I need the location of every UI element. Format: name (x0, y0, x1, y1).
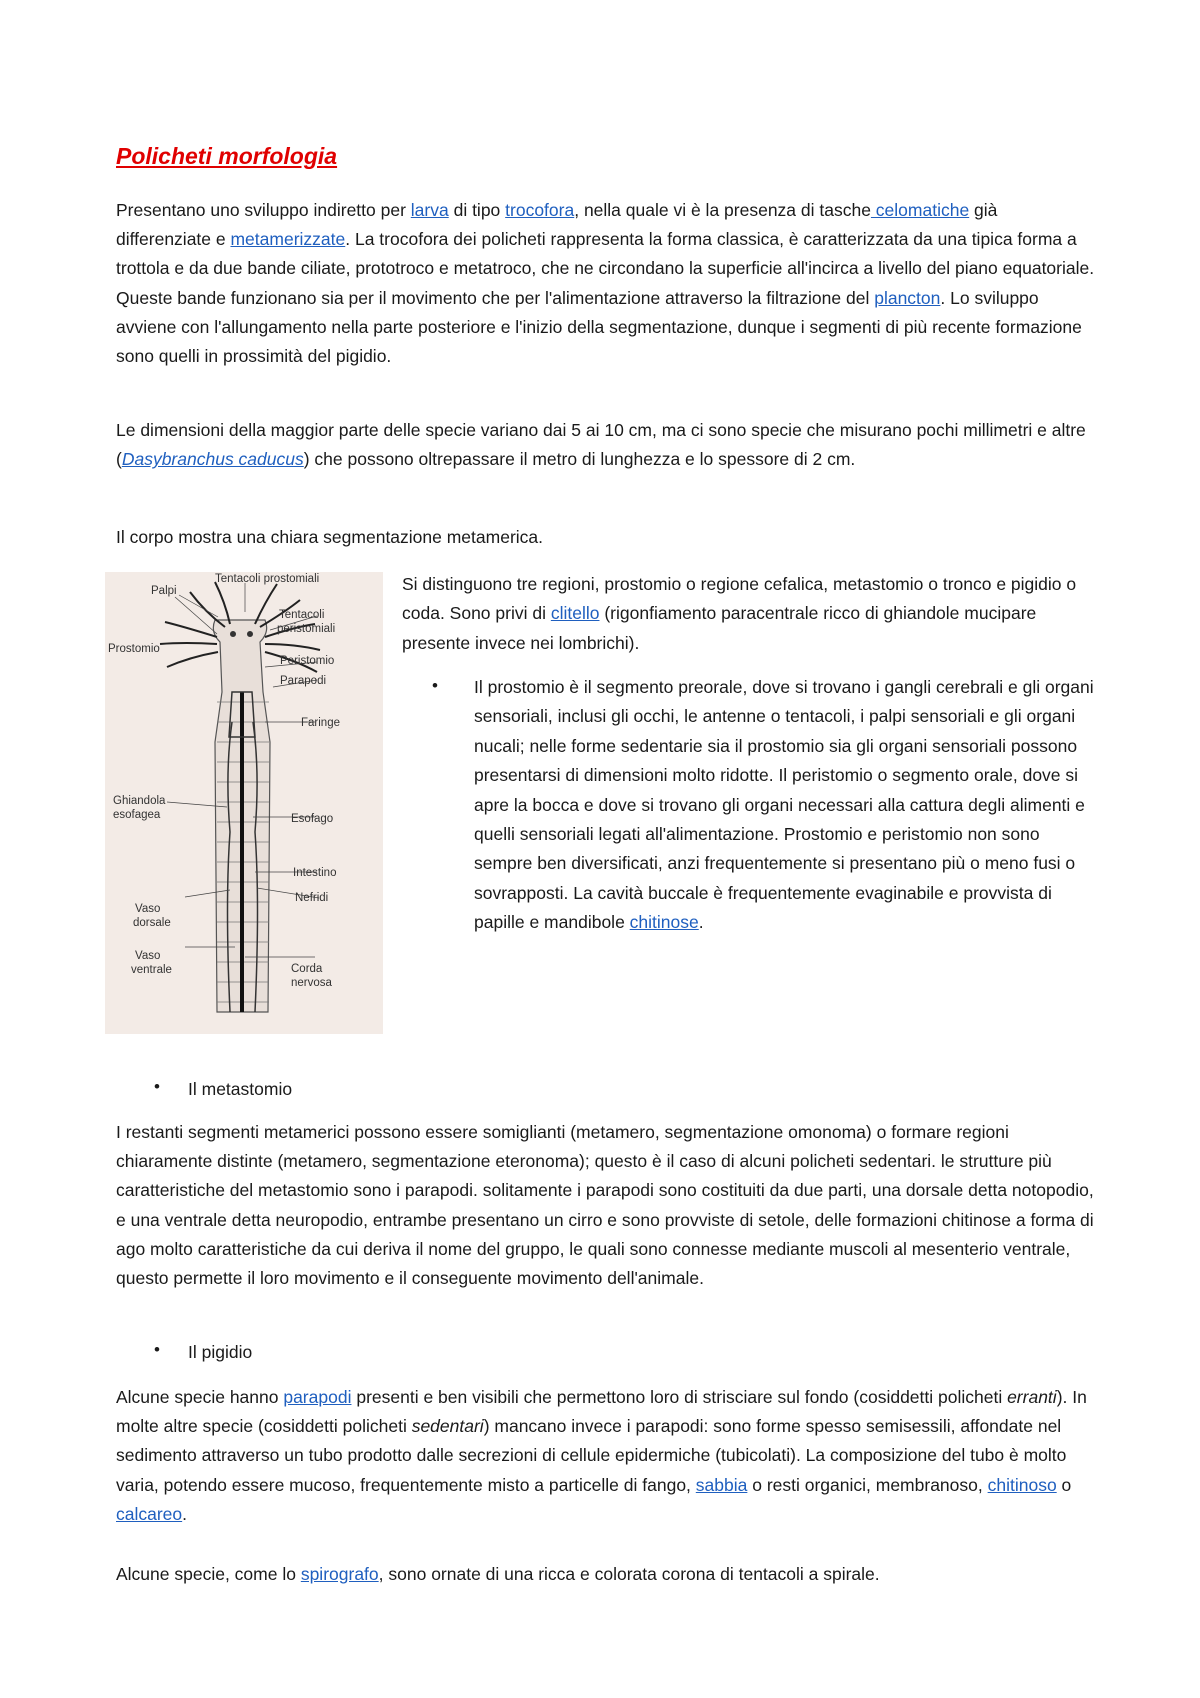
label-tentacoli-prostomiali: Tentacoli prostomiali (215, 573, 320, 585)
text: o (1056, 1474, 1072, 1495)
link-sabbia[interactable]: sabbia (695, 1474, 748, 1495)
label-ghiandola-2: esofagea (113, 809, 161, 821)
text: di tipo (448, 200, 506, 220)
text: . (182, 1503, 188, 1524)
text: Alcune specie, come lo (116, 1564, 301, 1584)
paragraph-regions (402, 570, 1102, 658)
text-erranti: erranti (1007, 1387, 1057, 1407)
label-vaso-ventrale-1: Vaso (135, 950, 161, 962)
anatomy-diagram (105, 572, 383, 1034)
label-ghiandola-1: Ghiandola (113, 795, 166, 807)
paragraph-segmentation: Il corpo mostra una chiara segmentazione metamerica. (116, 527, 544, 547)
label-nefridi: Nefridi (295, 892, 329, 904)
label-peristomio: Peristomio (280, 655, 335, 667)
link-calcareo[interactable]: calcareo (116, 1503, 183, 1524)
label-vaso-ventrale-2: ventrale (131, 964, 172, 976)
link-chitinose[interactable]: chitinose (629, 912, 699, 933)
text: ) che possono oltrepassare il metro di lunghezza e lo spessore di 2 cm. (303, 449, 856, 470)
text: Alcune specie hanno (116, 1387, 284, 1407)
label-parapodi: Parapodi (280, 675, 327, 687)
bullet-metastomio: Il metastomio (188, 1079, 293, 1099)
text: , nella quale vi è la presenza di tasche (574, 200, 871, 220)
link-plancton[interactable]: plancton (874, 287, 941, 308)
text: presenti e ben visibili che permettono loro di strisciare sul fondo (cosiddetti policheti (351, 1387, 1008, 1407)
link-clitello[interactable]: clitello (550, 603, 600, 624)
paragraph-spirografo (116, 1560, 1096, 1589)
text: Il prostomio è il segmento preorale, dove si trovano i gangli cerebrali e gli organi sensoriali, inclusi gli occhi, le antenne o tentacoli, i palpi sensoriali e gli organi nucali; nelle forme sedentarie sia il prostomio sia gli organi sensoriali possono presentarsi di dimensioni molto ridotte. Il peristomio o segmento orale, dove si apre la bocca e dove si trovano gli organi necessari alla cattura degli alimenti e quelli sensoriali legati all'alimentazione. Prostomio e peristomio non sono sempre ben diversificati, anzi frequentemente si presentano più o meno fusi o sovrapposti. La cavità buccale è frequentemente evaginabile e provvista di papille e mandibole (474, 677, 1094, 933)
link-chitinoso[interactable]: chitinoso (987, 1474, 1057, 1495)
bullet-pigidio: Il pigidio (188, 1342, 253, 1362)
link-metamerizzate[interactable]: metamerizzate (230, 229, 346, 250)
bullet-marker: • (154, 1077, 160, 1096)
label-tentacoli-peristomiali-2: peristomiali (277, 623, 336, 635)
page-title: Policheti morfologia (116, 143, 338, 169)
text-sedentari: sedentari (411, 1416, 484, 1437)
label-vaso-dorsale-1: Vaso (135, 903, 161, 915)
label-tentacoli-peristomiali-1: Tentacoli (279, 609, 325, 621)
label-corda-2: nervosa (291, 977, 332, 989)
bullet-marker: • (432, 676, 438, 695)
label-intestino: Intestino (293, 867, 337, 879)
link-parapodi[interactable]: parapodi (283, 1387, 352, 1407)
text: . (698, 912, 704, 933)
label-esofago: Esofago (291, 813, 334, 825)
label-corda-1: Corda (291, 963, 323, 975)
paragraph-development (116, 196, 1096, 371)
bullet-marker: • (154, 1340, 160, 1359)
polychaete-anatomy-figure (105, 572, 383, 1034)
bullet-prostomio (474, 673, 1099, 938)
text: già differenziate e (116, 200, 998, 250)
link-celomatiche[interactable]: celomatiche (870, 200, 970, 220)
paragraph-parapodi (116, 1383, 1096, 1529)
label-faringe: Faringe (301, 717, 340, 729)
link-larva[interactable]: larva (410, 200, 449, 220)
text: . La trocofora dei policheti rappresenta la forma classica, è caratterizzata da una tipica forma a trottola e da due bande ciliate, prototroco e metatroco, che ne circondano la superficie all'incirca a livello del piano equatoriale. Queste bande funzionano sia per il movimento che per l'alimentazione attraverso la filtrazione del (116, 229, 1095, 308)
link-spirografo[interactable]: spirografo (300, 1564, 379, 1584)
paragraph-metastomio: I restanti segmenti metamerici possono essere somiglianti (metamero, segmentazione omonoma) o formare regioni chiaramente distinte (metamero, segmentazione eteronoma); questo è il caso di alcuni policheti sedentari. le strutture più caratteristiche del metastomio sono i parapodi. solitamente i parapodi sono costituiti da due parti, una dorsale detta notopodio, e una ventrale detta neuropodio, entrambe presentano un cirro e sono provviste di setole, delle formazioni chitinose a forma di ago molto caratteristiche da cui deriva il nome del gruppo, le quali sono connesse mediante muscoli al mesenterio ventrale, questo permette il loro movimento e il conseguente movimento dell'animale. (116, 1122, 1094, 1289)
text: Le dimensioni della maggior parte delle specie variano dai 5 ai 10 cm, ma ci sono specie che misurano pochi millimetri e altre ( (116, 420, 1086, 470)
text: , sono ornate di una ricca e colorata corona di tentacoli a spirale. (378, 1564, 880, 1584)
text: o resti organici, membranoso, (747, 1474, 988, 1495)
link-trocofora[interactable]: trocofora (505, 200, 575, 220)
text: Si distinguono tre regioni, prostomio o regione cefalica, metastomio o tronco e pigidio o coda. Sono privi di (402, 574, 1077, 624)
label-palpi: Palpi (151, 585, 177, 597)
text: (rigonfiamento paracentrale ricco di ghiandole mucipare presente invece nei lombrichi). (402, 603, 1037, 653)
link-dasybranchus[interactable]: Dasybranchus caducus (121, 449, 304, 470)
label-vaso-dorsale-2: dorsale (133, 917, 171, 929)
text: . Lo sviluppo avviene con l'allungamento nella parte posteriore e l'inizio della segmentazione, dunque i segmenti di più recente formazione sono quelli in prossimità del pigidio. (116, 287, 1082, 367)
label-prostomio: Prostomio (108, 643, 160, 655)
paragraph-dimensions (116, 416, 1096, 474)
text: Presentano uno sviluppo indiretto per (116, 200, 411, 220)
text: ) mancano invece i parapodi: sono forme spesso semisessili, affondate nel sedimento attraverso un tubo prodotto dalle secrezioni di cellule epidermiche (tubicolati). La composizione del tubo è molto varia, potendo essere mucoso, frequentemente misto a particelle di fango, (116, 1416, 1067, 1495)
text: ). In molte altre specie (cosiddetti policheti (116, 1387, 1087, 1437)
